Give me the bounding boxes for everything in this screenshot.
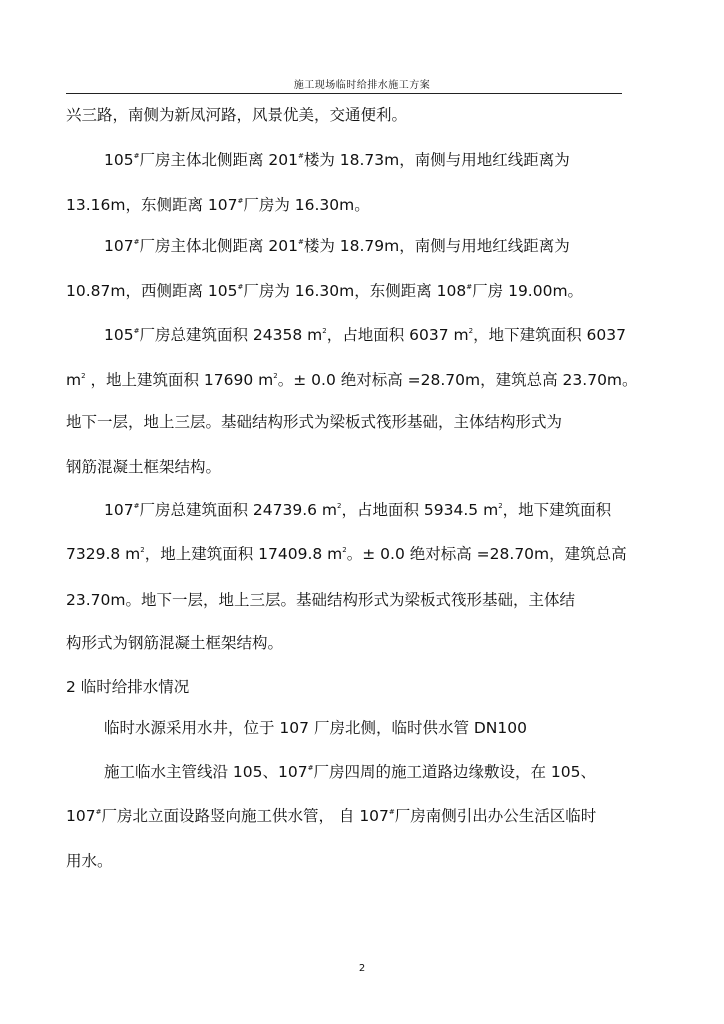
superscript-mark: 2 — [81, 372, 86, 380]
superscript-mark: # — [237, 283, 244, 291]
line-text: 厂房为 16.30m。 — [243, 196, 370, 214]
line-text: 23.70m。地下一层，地上三层。基础结构形式为梁板式筏形基础，主体结 — [66, 591, 575, 609]
superscript-mark: # — [133, 327, 140, 335]
superscript-mark: 2 — [342, 546, 347, 554]
body-line — [104, 236, 570, 256]
body-line — [66, 281, 583, 301]
body-line — [66, 851, 113, 871]
line-text: 厂房主体北侧距离 201 — [139, 151, 298, 169]
body-line — [66, 457, 221, 477]
line-text: 2 临时给排水情况 — [66, 678, 190, 696]
line-text: 构形式为钢筋混凝土框架结构。 — [66, 634, 284, 652]
body-line — [66, 633, 283, 653]
body-line — [104, 500, 611, 520]
body-line — [104, 718, 527, 738]
line-text: 10.87m，西侧距离 105 — [66, 282, 238, 300]
superscript-mark: # — [297, 238, 304, 246]
line-text: ，地上建筑面积 17409.8 m — [144, 545, 343, 563]
superscript-mark: 2 — [322, 327, 327, 335]
line-text: 楼为 18.79m，南侧与用地红线距离为 — [303, 237, 570, 255]
line-text: 105 — [104, 151, 134, 169]
body-line — [66, 544, 627, 564]
line-text: 用水。 — [66, 852, 113, 870]
line-text: 厂房 19.00m。 — [472, 282, 584, 300]
line-text: 107 — [104, 237, 134, 255]
line-text: 施工临水主管线沿 105、107 — [104, 763, 308, 781]
line-text: ，占地面积 6037 m — [326, 326, 469, 344]
line-text: 厂房主体北侧距离 201 — [139, 237, 298, 255]
body-line — [66, 370, 638, 390]
superscript-mark: # — [388, 808, 395, 816]
body-line — [66, 412, 562, 432]
superscript-mark: 2 — [273, 372, 278, 380]
superscript-mark: # — [133, 502, 140, 510]
body-line — [104, 762, 596, 782]
superscript-mark: # — [307, 764, 314, 772]
body-line — [66, 590, 575, 610]
body-line — [66, 806, 596, 826]
line-text: ，占地面积 5934.5 m — [341, 501, 499, 519]
body-line — [104, 325, 626, 345]
line-text: 楼为 18.73m，南侧与用地红线距离为 — [303, 151, 570, 169]
line-text: 107 — [66, 807, 96, 825]
line-text: 厂房北立面设路竖向施工供水管， 自 107 — [101, 807, 389, 825]
body-line — [66, 195, 370, 215]
superscript-mark: # — [237, 197, 244, 205]
page-header-title: 施工现场临时给排水施工方案 — [293, 80, 431, 91]
superscript-mark: # — [133, 238, 140, 246]
superscript-mark: # — [133, 152, 140, 160]
line-text: ，地下建筑面积 6037 — [473, 326, 626, 344]
body-line — [66, 105, 407, 125]
line-text: 厂房四周的施工道路边缘敷设，在 105、 — [313, 763, 596, 781]
line-text: 13.16m，东侧距离 107 — [66, 196, 238, 214]
superscript-mark: 2 — [498, 502, 503, 510]
page-number: 2 — [358, 963, 366, 974]
superscript-mark: 2 — [468, 327, 474, 335]
superscript-mark: 2 — [140, 546, 145, 554]
line-text: 105 — [104, 326, 134, 344]
line-text: 临时水源采用水井，位于 107 厂房北侧，临时供水管 DN100 — [104, 719, 527, 737]
line-text: 厂房为 16.30m，东侧距离 108 — [243, 282, 467, 300]
line-text: m — [66, 371, 82, 389]
body-line — [66, 677, 189, 697]
line-text: 厂房南侧引出办公生活区临时 — [394, 807, 597, 825]
superscript-mark: # — [95, 808, 102, 816]
line-text: ，地下建筑面积 — [502, 501, 612, 519]
line-text: ，地上建筑面积 17690 m — [85, 371, 274, 389]
line-text: 。± 0.0 绝对标高 =28.70m，建筑总高 23.70m。 — [277, 371, 638, 389]
superscript-mark: 2 — [337, 502, 342, 510]
line-text: 钢筋混凝土框架结构。 — [66, 458, 222, 476]
line-text: 厂房总建筑面积 24358 m — [139, 326, 323, 344]
header-rule — [66, 93, 622, 94]
line-text: 地下一层，地上三层。基础结构形式为梁板式筏形基础，主体结构形式为 — [66, 413, 563, 431]
line-text: 7329.8 m — [66, 545, 141, 563]
line-text: 兴三路，南侧为新凤河路，风景优美，交通便利。 — [66, 106, 408, 124]
superscript-mark: # — [297, 152, 304, 160]
body-line — [104, 150, 570, 170]
superscript-mark: # — [466, 283, 473, 291]
line-text: 厂房总建筑面积 24739.6 m — [139, 501, 338, 519]
line-text: 107 — [104, 501, 134, 519]
line-text: 。± 0.0 绝对标高 =28.70m，建筑总高 — [346, 545, 627, 563]
